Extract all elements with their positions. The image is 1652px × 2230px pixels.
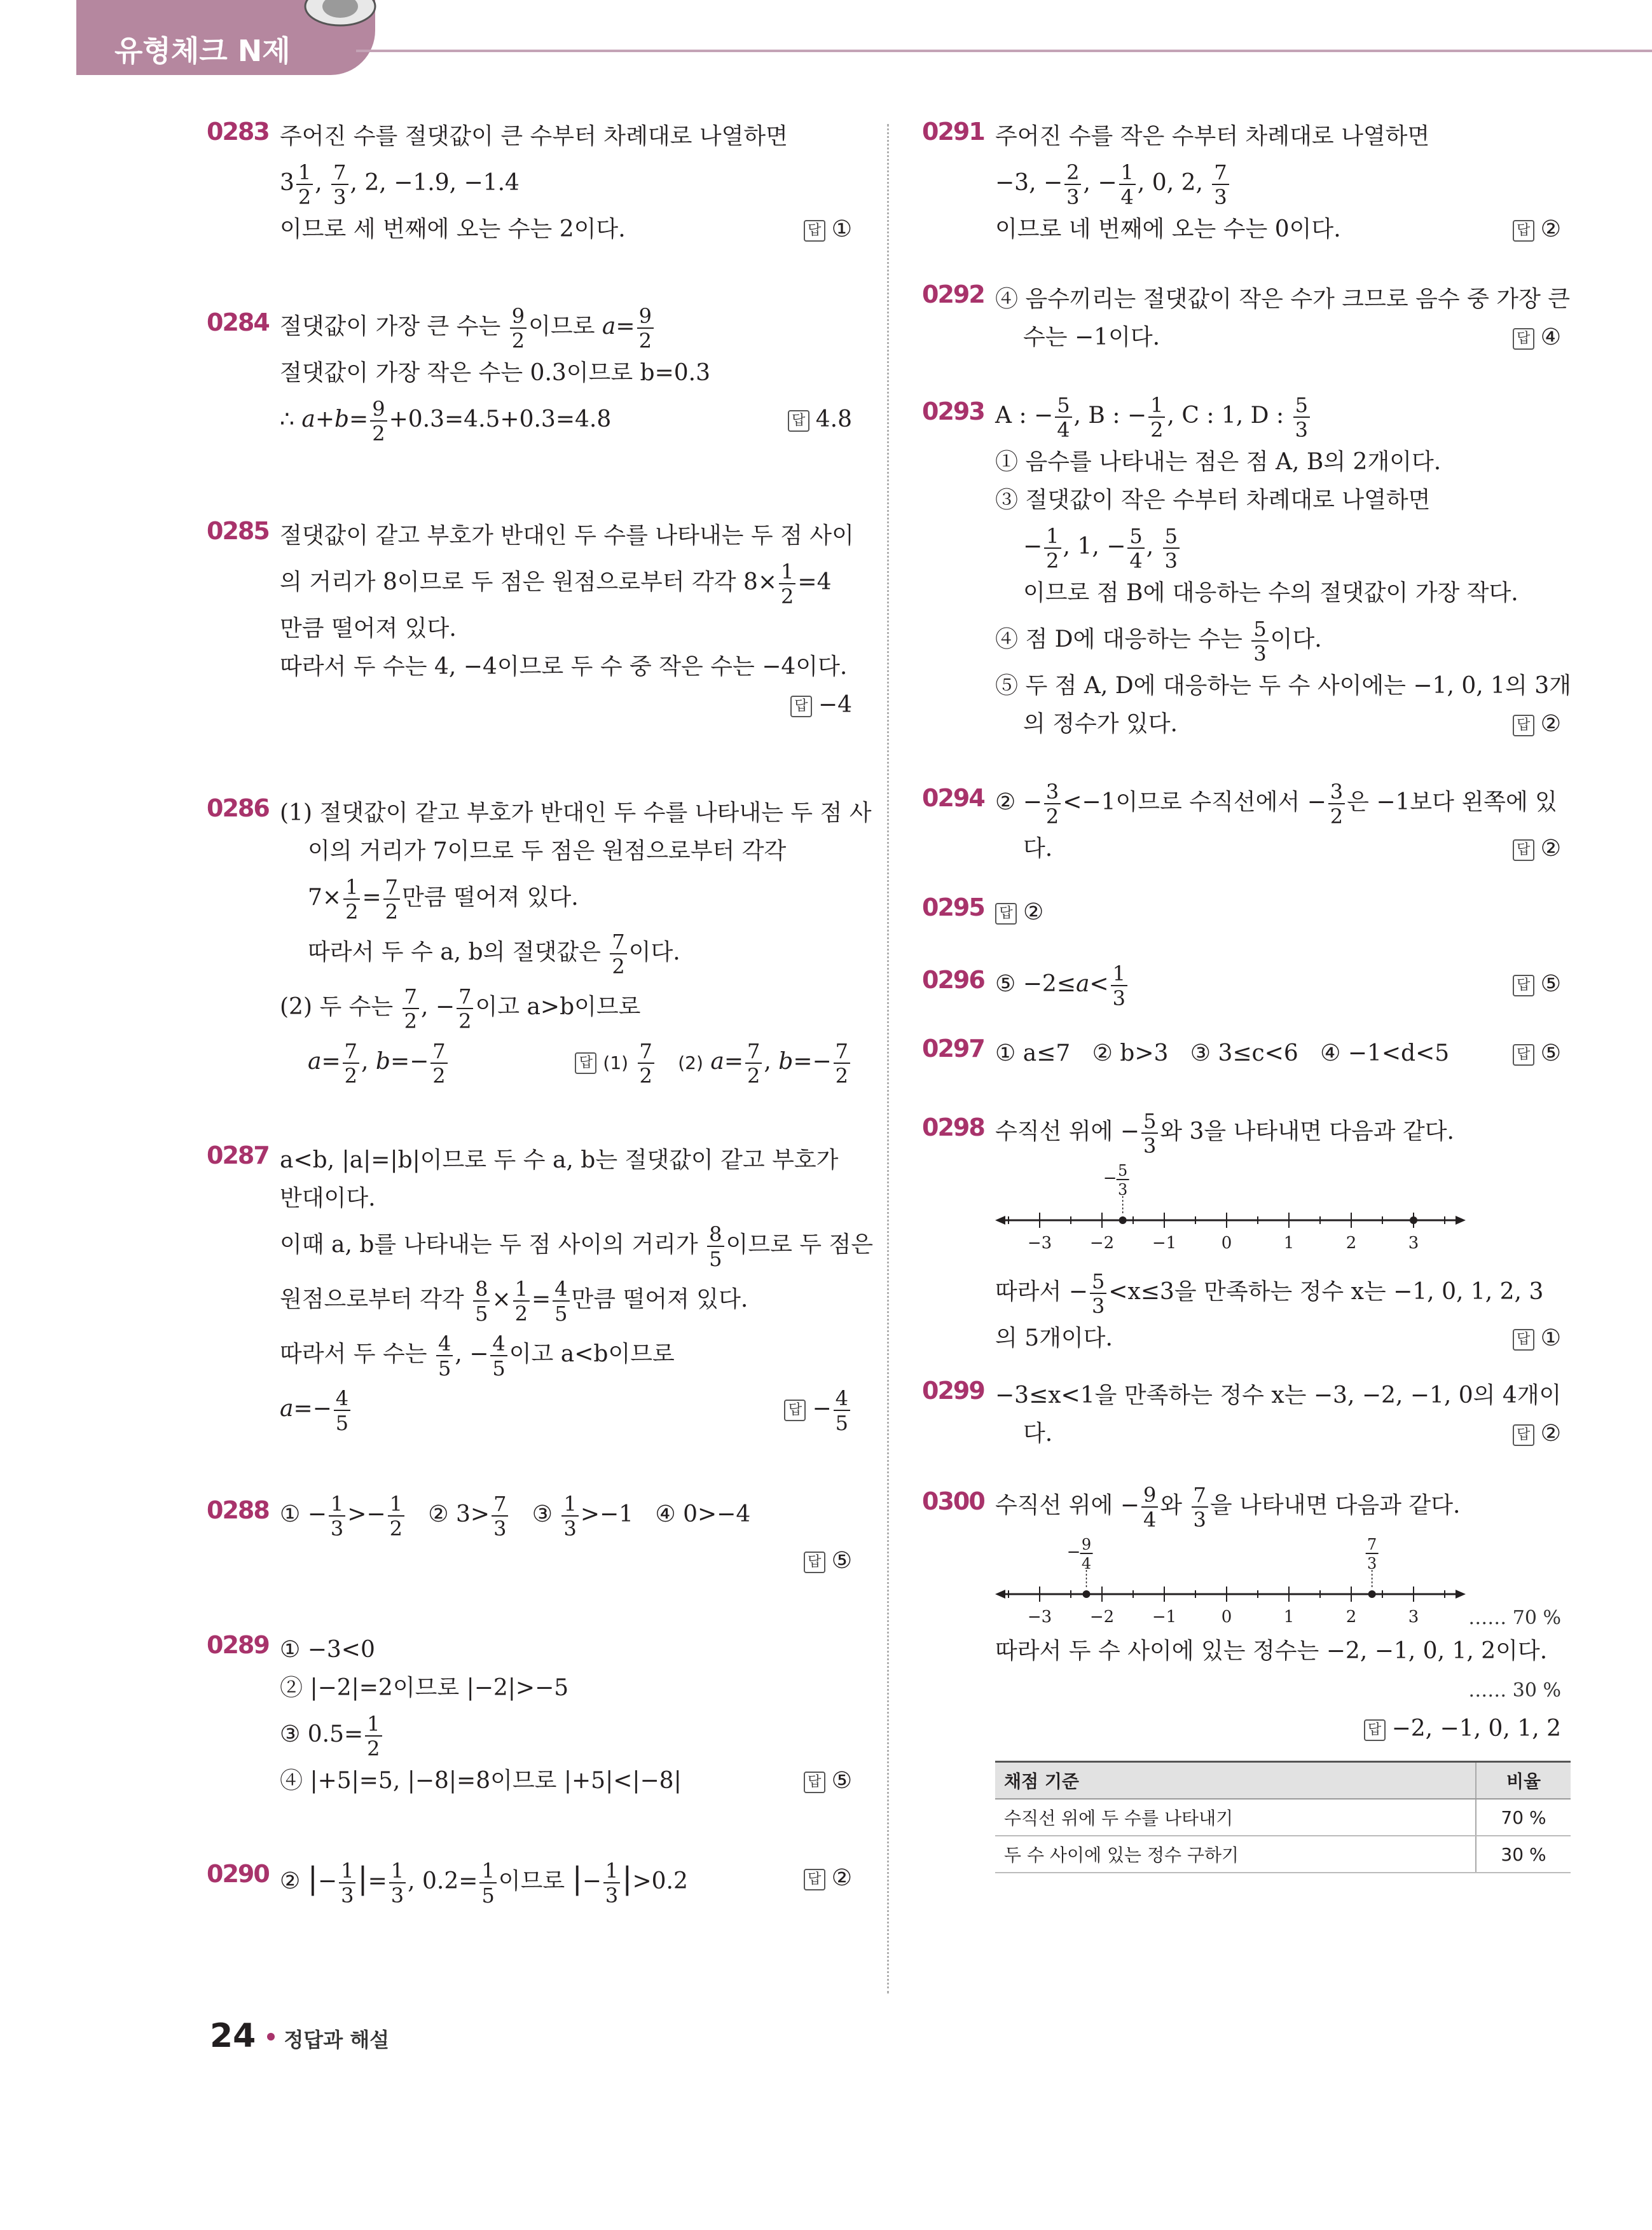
- text: 이고 a<b이므로: [509, 1341, 675, 1367]
- text-line: 반대이다.: [280, 1185, 376, 1211]
- problem-0295: [922, 893, 1561, 932]
- math-line: 절댓값이 가장 큰 수는 $\frac{9}{2}$ 이므로 a= $\frac{9}{2}$: [280, 299, 852, 354]
- problem-number: 0289: [207, 1631, 269, 1659]
- text: 이때 a, b를 나타내는 두 점 사이의 거리가: [280, 1232, 698, 1258]
- text: 이므로: [528, 313, 595, 340]
- answer-value: ②: [1540, 1421, 1561, 1447]
- math-line: 수직선 위에 − $\frac{9}{4}$ 와 $\frac{7}{3}$ 을 나타내면 다음과 같다.: [995, 1482, 1461, 1532]
- mascot-icon: [299, 0, 382, 38]
- answer-part-label: (1): [603, 1052, 629, 1073]
- text-line: ④ 음수끼리는 절댓값이 작은 수가 크므로 음수 중 가장 큰: [995, 286, 1571, 312]
- math-line: 따라서 두 수 a, b의 절댓값은 $\frac{7}{2}$ 이다.: [308, 929, 680, 979]
- text-line: 이의 거리가 7이므로 두 점은 원점으로부터 각각: [308, 838, 787, 864]
- text: ③ 0.5=: [280, 1721, 364, 1747]
- text-line: ⑤ 두 점 A, D에 대응하는 두 수 사이에는 −1, 0, 1의 3개: [995, 673, 1571, 699]
- answer: [1513, 957, 1561, 1012]
- text-line: [995, 1319, 1561, 1358]
- tick-label: 3: [1408, 1234, 1419, 1253]
- number-line-wrap: [995, 1537, 1561, 1632]
- table-row: [995, 1799, 1571, 1836]
- answer-icon: 답: [784, 1400, 806, 1421]
- scoring-table: [995, 1761, 1571, 1873]
- answer-icon: 답: [804, 1869, 825, 1890]
- text: ① a≤7 ② b>3 ③ 3≤c<6 ④ −1<d<5: [995, 1040, 1450, 1066]
- footer-label: 정답과 해설: [284, 2028, 390, 2052]
- text-line: −3≤x<1을 만족하는 정수 x는 −3, −2, −1, 0의 4개이: [995, 1382, 1562, 1408]
- table-cell: 수직선 위에 두 수를 나타내기: [995, 1799, 1476, 1836]
- arrow-left-icon: [995, 1216, 1005, 1225]
- tick-label: 1: [1283, 1607, 1295, 1627]
- problem-0290: [207, 1851, 852, 1909]
- number-line-diagram: [995, 1163, 1466, 1258]
- math-line: ④ 점 D에 대응하는 수는 $\frac{5}{3}$ 이다.: [995, 616, 1322, 666]
- tick-label: −3: [1027, 1234, 1052, 1253]
- math-line: −3, − $\frac{2}{3}$ , − $\frac{1}{4}$ , 0, 2, $\frac{7}{3}$: [995, 156, 1561, 210]
- tick-label: 3: [1408, 1607, 1419, 1627]
- answer: [804, 1762, 852, 1800]
- text-line: 주어진 수를 작은 수부터 차례대로 나열하면: [995, 123, 1430, 149]
- answer-value: ②: [1540, 836, 1561, 862]
- text: 다.: [1023, 1421, 1053, 1447]
- answer-value: −4: [818, 692, 852, 718]
- tick-label: 0: [1221, 1234, 1232, 1253]
- arrow-right-icon: [1456, 1590, 1466, 1599]
- table-header-row: [995, 1762, 1571, 1800]
- text: 이므로 네 번째에 오는 수는 0이다.: [995, 216, 1341, 242]
- text-line: [995, 319, 1561, 357]
- text: <−1이므로 수직선에서: [1063, 789, 1300, 815]
- text-line: (1) 절댓값이 같고 부호가 반대인 두 수를 나타내는 두 점 사: [280, 800, 872, 826]
- math-line: ⑤ −2≤a< $\frac{1}{3}$ 답 ⑤: [995, 957, 1561, 1012]
- answer-icon: 답: [1513, 715, 1534, 736]
- tick-label: −2: [1089, 1607, 1115, 1627]
- math-line: a= $\frac{7}{2}$ , b=− $\frac{7}{2}$ 답 (1) $\frac{7}{2}$ (2) a= $\frac{7}{2}$ , b=− $\frac{7}{2}$: [280, 1035, 852, 1091]
- math-line: (2) 두 수는 $\frac{7}{2}$ , − $\frac{7}{2}$ 이고 a>b이므로: [280, 984, 641, 1033]
- problem-0293: [922, 389, 1571, 743]
- answer: [1513, 1319, 1561, 1358]
- text: 와: [1160, 1492, 1183, 1518]
- problem-0286: [207, 794, 872, 1091]
- arrow-left-icon: [995, 1590, 1005, 1599]
- problem-0288: [207, 1487, 852, 1580]
- page-section-title: 유형체크 N제: [114, 34, 291, 68]
- answer-value: ②: [1540, 216, 1561, 242]
- problem-number: 0288: [207, 1496, 269, 1524]
- answer-icon: 답: [788, 410, 809, 432]
- problem-number: 0300: [922, 1487, 984, 1515]
- math-line: 의 거리가 8이므로 두 점은 원점으로부터 각각 8× $\frac{1}{2}$ =4: [280, 559, 832, 609]
- math-line: 3 $\frac{1}{2}$ , $\frac{7}{3}$ , 2, −1.9, −1.4: [280, 160, 520, 209]
- svg-text:5: 5: [1118, 1163, 1128, 1180]
- math-line: a=− $\frac{4}{5}$ 답 − $\frac{4}{5}$: [280, 1382, 852, 1436]
- svg-text:−: −: [1066, 1543, 1081, 1562]
- text-line: ② |−2|=2이므로 |−2|>−5: [280, 1675, 569, 1701]
- text-line: [995, 705, 1561, 743]
- text-line: a<b, |a|=|b|이므로 두 수 a, b는 절댓값이 같고 부호가: [280, 1147, 839, 1173]
- table-header: 비율: [1476, 1762, 1571, 1800]
- text: 수는 −1이다.: [1023, 324, 1160, 350]
- point-dot: [1410, 1216, 1417, 1224]
- text: 만큼 떨어져 있다.: [571, 1286, 748, 1312]
- answer: 답 (1) $\frac{7}{2}$ (2) a= $\frac{7}{2}$ , b=− $\frac{7}{2}$: [575, 1035, 852, 1091]
- table-cell: 70 %: [1476, 1799, 1571, 1836]
- problem-0287: [207, 1141, 874, 1436]
- text-line: [995, 1035, 1561, 1073]
- text-line: 절댓값이 가장 작은 수는 0.3이므로 b=0.3: [280, 360, 711, 386]
- text-line: 절댓값이 같고 부호가 반대인 두 수를 나타내는 두 점 사이: [280, 523, 854, 549]
- answer-icon: 답: [995, 903, 1017, 925]
- point-dot: [1119, 1216, 1127, 1224]
- answer-icon: 답: [575, 1052, 596, 1074]
- header-rule: [356, 50, 1652, 52]
- answer-icon: 답: [1513, 975, 1534, 996]
- text: 원점으로부터 각각: [280, 1286, 464, 1312]
- answer-icon: 답: [1513, 220, 1534, 242]
- score-percent-line: [995, 1670, 1561, 1710]
- math-line: ① − $\frac{1}{3}$ >− $\frac{1}{2}$ ② 3> $\frac{7}{3}$ ③ $\frac{1}{3}$ >−1 ④ 0>−4: [280, 1491, 751, 1541]
- column-divider: [887, 124, 889, 1993]
- text: 이다.: [1270, 626, 1322, 652]
- svg-text:9: 9: [1081, 1537, 1092, 1553]
- math-line: 따라서 − $\frac{5}{3}$ <x≤3을 만족하는 정수 x는 −1, 0, 1, 2, 3: [995, 1269, 1544, 1318]
- tick-label: 2: [1346, 1234, 1357, 1253]
- problem-number: 0291: [922, 118, 984, 146]
- problem-0289: [207, 1631, 852, 1800]
- problem-number: 0296: [922, 966, 984, 994]
- text: 다.: [1023, 836, 1053, 862]
- point-dot: [1083, 1590, 1091, 1598]
- number-line-diagram: [995, 1537, 1466, 1632]
- text: 와 3을 나타내면 다음과 같다.: [1160, 1118, 1454, 1145]
- problem-number: 0293: [922, 397, 984, 425]
- answer: [804, 1851, 852, 1909]
- problem-number: 0294: [922, 784, 984, 812]
- math-line: 수직선 위에 − $\frac{5}{3}$ 와 3을 나타내면 다음과 같다.: [995, 1108, 1454, 1158]
- answer-icon: 답: [1364, 1719, 1386, 1741]
- text: 만큼 떨어져 있다.: [401, 884, 579, 911]
- text: 수직선 위에: [995, 1118, 1113, 1145]
- svg-text:4: 4: [1081, 1555, 1092, 1573]
- answer-icon: 답: [1513, 1424, 1534, 1446]
- problem-number: 0299: [922, 1377, 984, 1405]
- text-line: [995, 210, 1561, 249]
- answer-value: ①: [1540, 1325, 1561, 1351]
- text: 수직선 위에: [995, 1492, 1113, 1518]
- answer-value: ②: [831, 1865, 852, 1891]
- problem-0292: [922, 280, 1571, 357]
- point-dot: [1368, 1590, 1376, 1598]
- text: 이므로 두 점은: [726, 1232, 874, 1258]
- text: 의 5개이다.: [995, 1325, 1113, 1351]
- text: 절댓값이 가장 큰 수는: [280, 313, 501, 340]
- right-column: [922, 118, 1571, 1873]
- problem-0285: [207, 517, 854, 724]
- problem-0299: [922, 1377, 1562, 1453]
- text: 이고 a>b이므로: [475, 994, 641, 1020]
- svg-text:3: 3: [1118, 1181, 1128, 1199]
- math-line: A : − $\frac{5}{4}$ , B : − $\frac{1}{2}$ , C : 1, D : $\frac{5}{3}$: [995, 389, 1561, 443]
- point-label: [1103, 1163, 1129, 1199]
- tick-label: −1: [1152, 1607, 1177, 1627]
- problem-0283: [207, 118, 852, 249]
- text-line: [995, 1415, 1561, 1453]
- text: 이다.: [628, 939, 680, 965]
- problem-number: 0298: [922, 1113, 984, 1141]
- text-line: 이므로 점 B에 대응하는 수의 절댓값이 가장 작다.: [1023, 580, 1518, 606]
- problem-0296: [922, 957, 1561, 1012]
- point-label: [1067, 1537, 1093, 1573]
- svg-text:−: −: [1103, 1169, 1117, 1188]
- answer-value: ②: [1540, 711, 1561, 737]
- text-line: [995, 830, 1561, 868]
- problem-0294: [922, 775, 1561, 868]
- text: =4: [797, 569, 832, 595]
- text: 따라서 두 수는: [280, 1341, 427, 1367]
- answer-value: ④: [1540, 324, 1561, 350]
- text-line: 따라서 두 수는 4, −4이므로 두 수 중 작은 수는 −4이다.: [280, 654, 848, 680]
- answer: [995, 893, 1561, 932]
- svg-text:3: 3: [1367, 1555, 1377, 1573]
- text-line: 만큼 떨어져 있다.: [280, 616, 457, 642]
- math-line: 원점으로부터 각각 $\frac{8}{5}$ × $\frac{1}{2}$ = $\frac{4}{5}$ 만큼 떨어져 있다.: [280, 1276, 748, 1326]
- math-line: ③ 0.5= $\frac{1}{2}$: [280, 1707, 852, 1762]
- page-footer: [210, 2017, 389, 2055]
- answer-value: 4.8: [815, 406, 852, 432]
- answer: [280, 686, 852, 724]
- tick-label: −1: [1152, 1234, 1177, 1253]
- text: ④ |+5|=5, |−8|=8이므로 |+5|<|−8|: [280, 1768, 682, 1794]
- answer: [1513, 830, 1561, 868]
- math-line: ② − $\frac{3}{2}$ <−1이므로 수직선에서 − $\frac{3}{2}$ 은 −1보다 왼쪽에 있: [995, 779, 1557, 829]
- math-line: 이때 a, b를 나타내는 두 점 사이의 거리가 $\frac{8}{5}$ 이므로 두 점은: [280, 1222, 874, 1271]
- text: 을 나타내면 다음과 같다.: [1209, 1492, 1461, 1518]
- math-line: − $\frac{1}{2}$ , 1, − $\frac{5}{4}$ , $\frac{5}{3}$: [995, 520, 1561, 574]
- score-percent: …… 30 %: [1468, 1679, 1561, 1702]
- problem-0298: [922, 1105, 1561, 1358]
- arrow-right-icon: [1456, 1216, 1466, 1225]
- problem-0300: [922, 1478, 1561, 1748]
- tick-label: 1: [1283, 1234, 1295, 1253]
- answer: [804, 210, 852, 249]
- answer-icon: 답: [804, 1772, 825, 1793]
- svg-text:7: 7: [1367, 1537, 1377, 1553]
- answer: [280, 1542, 852, 1580]
- problem-number: 0297: [922, 1035, 984, 1063]
- text: (2) 두 수는: [280, 994, 394, 1020]
- text-line: ① −3<0: [280, 1637, 375, 1663]
- answer: [788, 392, 852, 447]
- score-percent: …… 70 %: [1468, 1607, 1561, 1629]
- text-line: ① 음수를 나타내는 점은 점 A, B의 2개이다.: [995, 449, 1442, 475]
- text: 은 −1보다 왼쪽에 있: [1347, 789, 1557, 815]
- table-row: [995, 1836, 1571, 1873]
- answer: [1513, 319, 1561, 357]
- problem-0284: [207, 299, 852, 447]
- text-line: [280, 210, 852, 249]
- problem-number: 0290: [207, 1860, 269, 1888]
- text: ④ 점 D에 대응하는 수는: [995, 626, 1242, 652]
- answer: [1513, 1035, 1561, 1073]
- math-line: 따라서 두 수는 $\frac{4}{5}$ , − $\frac{4}{5}$ 이고 a<b이므로: [280, 1331, 675, 1380]
- problem-number: 0284: [207, 308, 269, 336]
- problem-number: 0283: [207, 118, 269, 146]
- text: <x≤3을 만족하는 정수 x는 −1, 0, 1, 2, 3: [1108, 1279, 1544, 1305]
- answer-value: ⑤: [831, 1548, 852, 1574]
- answer: 답 − $\frac{4}{5}$: [784, 1382, 852, 1436]
- page-number: 24: [210, 2017, 256, 2055]
- text-line: 따라서 두 수 사이에 있는 정수는 −2, −1, 0, 1, 2이다.: [995, 1638, 1548, 1664]
- math-line: ∴ a+b= $\frac{9}{2}$ +0.3=4.5+0.3=4.8 답 4.8: [280, 392, 852, 447]
- text: 의 거리가 8이므로 두 점은 원점으로부터 각각 8×: [280, 569, 778, 595]
- answer-value: −2, −1, 0, 1, 2: [1391, 1716, 1561, 1742]
- answer-icon: 답: [1513, 328, 1534, 350]
- problem-0297: [922, 1035, 1561, 1073]
- math-line: 7× $\frac{1}{2}$ = $\frac{7}{2}$ 만큼 떨어져 있다.: [308, 874, 579, 924]
- tick-label: −2: [1089, 1234, 1115, 1253]
- answer-icon: 답: [1513, 839, 1534, 861]
- answer: [1513, 210, 1561, 249]
- answer: [995, 1710, 1561, 1748]
- table-cell: 30 %: [1476, 1836, 1571, 1873]
- tick-label: 2: [1346, 1607, 1357, 1627]
- answer-value: ⑤: [831, 1768, 852, 1794]
- answer-icon: 답: [1513, 1044, 1534, 1066]
- point-label: [1366, 1537, 1379, 1573]
- answer: [1513, 1415, 1561, 1453]
- text-line: ③ 절댓값이 작은 수부터 차례대로 나열하면: [995, 487, 1431, 513]
- problem-number: 0286: [207, 794, 269, 822]
- value-list: 2, −1.9, −1.4: [364, 170, 520, 196]
- answer-part-label: (2): [678, 1052, 703, 1073]
- problem-0291: [922, 118, 1561, 249]
- text: +0.3=4.5+0.3=4.8: [389, 406, 612, 432]
- left-column: [207, 118, 874, 1909]
- text: 이므로 세 번째에 오는 수는 2이다.: [280, 216, 626, 242]
- text: 따라서 두 수 a, b의 절댓값은: [308, 939, 601, 965]
- tick-label: −3: [1027, 1607, 1052, 1627]
- text: 의 정수가 있다.: [1023, 711, 1178, 737]
- answer-value: ⑤: [1540, 971, 1561, 997]
- answer-icon: 답: [1513, 1329, 1534, 1351]
- tick-label: 0: [1221, 1607, 1232, 1627]
- answer-icon: 답: [790, 696, 812, 717]
- answer-value: ①: [831, 216, 852, 242]
- problem-number: 0285: [207, 517, 269, 545]
- text-line: [280, 1762, 852, 1800]
- answer-value: ②: [1023, 899, 1044, 925]
- answer-value: ⑤: [1540, 1040, 1561, 1066]
- problem-number: 0287: [207, 1141, 269, 1169]
- text-line: 주어진 수를 절댓값이 큰 수부터 차례대로 나열하면: [280, 123, 788, 149]
- math-line: ② |− $\frac{1}{3}$ |= $\frac{1}{3}$ , 0.2= $\frac{1}{5}$ 이므로 |− $\frac{1}{3}$ |>0.2 답 ②: [280, 1851, 852, 1909]
- answer-icon: 답: [804, 220, 825, 242]
- problem-number: 0292: [922, 280, 984, 308]
- table-header: 채점 기준: [995, 1762, 1476, 1800]
- table-cell: 두 수 사이에 있는 정수 구하기: [995, 1836, 1476, 1873]
- problem-number: 0295: [922, 893, 984, 921]
- answer-icon: 답: [804, 1552, 825, 1573]
- bullet-icon: [267, 2033, 275, 2041]
- answer: [1513, 705, 1561, 743]
